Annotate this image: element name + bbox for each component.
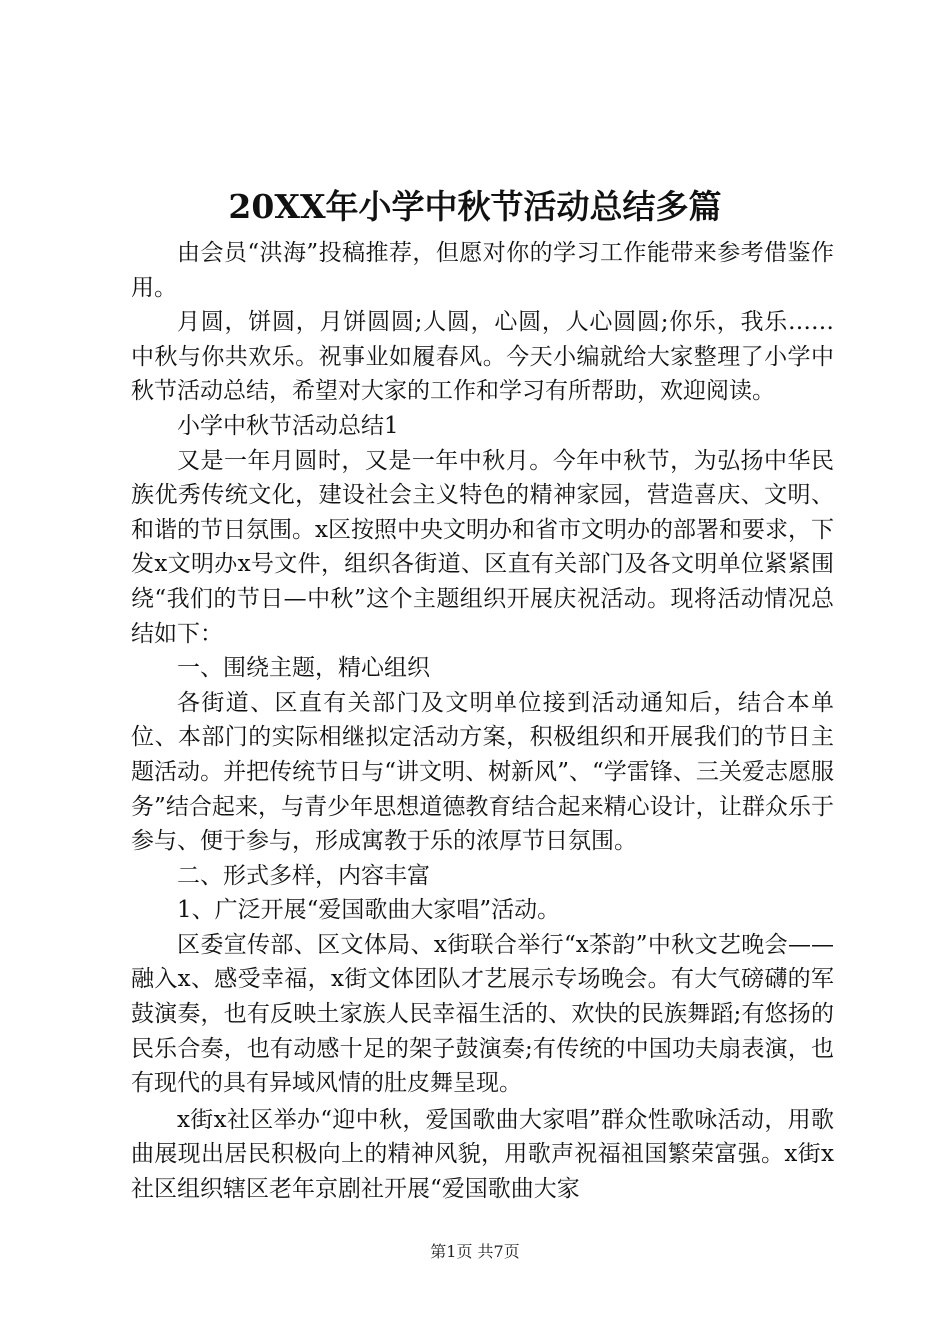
paragraph-gala: 区委宣传部、区文体局、x街联合举行“x茶韵”中秋文艺晚会——融入x、感受幸福，x街文体团队才艺展示专场晚会。有大气磅礴的军鼓演奏，也有反映土家族人民幸福生活的、欢快的民族舞蹈;有悠扬的民乐合奏，也有动感十足的架子鼓演奏;有传统的中国功夫扇表演，也有现代的具有异域风情的肚皮舞呈现。 xyxy=(131,931,834,1097)
paragraph-overview: 又是一年月圆时，又是一年中秋月。今年中秋节，为弘扬中华民族优秀传统文化，建设社会主义特色的精神家园，营造喜庆、文明、和谐的节日氛围。x区按照中央文明办和省市文明办的部署和要求，下发x文明办x号文件，组织各街道、区直有关部门及各文明单位紧紧围绕“我们的节日—中秋”这个主题组织开展庆祝活动。现将活动情况总结如下： xyxy=(131,447,834,647)
section-heading-summary-1: 小学中秋节活动总结1 xyxy=(177,412,399,439)
section-heading-theme: 一、围绕主题，精心组织 xyxy=(177,655,430,682)
page-number-footer: 第1页 共7页 xyxy=(430,1242,520,1261)
document-title: 20XX年小学中秋节活动总结多篇 xyxy=(228,187,722,226)
paragraph-community: x街x社区举办“迎中秋，爱国歌曲大家唱”群众性歌咏活动，用歌曲展现出居民积极向上的精神风貌，用歌声祝福祖国繁荣富强。x街x社区组织辖区老年京剧社开展“爱国歌曲大家 xyxy=(131,1106,834,1203)
paragraph-organization: 各街道、区直有关部门及文明单位接到活动通知后，结合本单位、本部门的实际相继拟定活动方案，积极组织和开展我们的节日主题活动。并把传统节日与“讲文明、树新风”、“学雷锋、三关爱志愿服务”结合起来，与青少年思想道德教育结合起来精心设计，让群众乐于参与、便于参与，形成寓教于乐的浓厚节日氛围。 xyxy=(131,689,834,855)
paragraph-preface: 月圆，饼圆，月饼圆圆;人圆，心圆，人心圆圆;你乐，我乐……中秋与你共欢乐。祝事业如履春风。今天小编就给大家整理了小学中秋节活动总结，希望对大家的工作和学习有所帮助，欢迎阅读。 xyxy=(131,309,834,405)
section-heading-forms: 二、形式多样，内容丰富 xyxy=(177,862,430,889)
paragraph-intro: 由会员“洪海”投稿推荐，但愿对你的学习工作能带来参考借鉴作用。 xyxy=(131,240,834,301)
subheading-singing: 1、广泛开展“爱国歌曲大家唱”活动。 xyxy=(177,897,561,924)
document-body xyxy=(131,236,834,1207)
